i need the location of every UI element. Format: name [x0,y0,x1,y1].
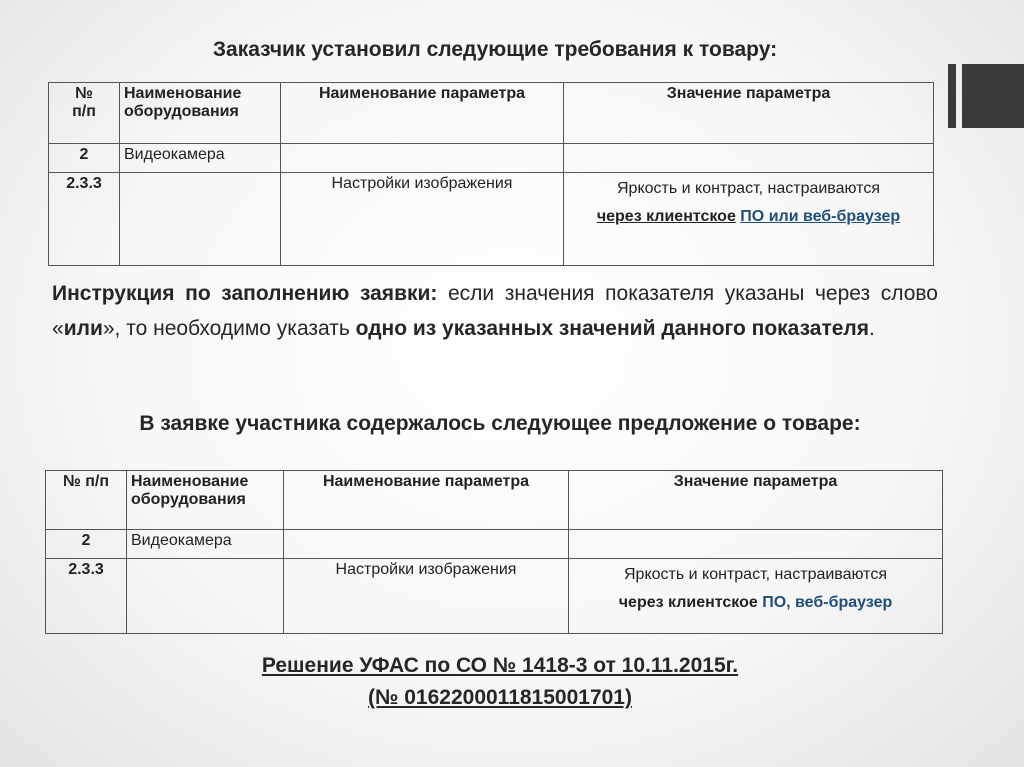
value-lead: Яркость и контраст, настраиваются [624,566,887,583]
header-num [49,83,120,144]
row-equipment [127,559,284,634]
header-equipment-text: Наименование оборудования [124,85,242,120]
value-lead: Яркость и контраст, настраиваются [617,180,880,197]
value-bold: через клиентское [618,594,758,611]
table-header-row [46,471,943,530]
table-header-row [49,83,934,144]
instruction-bold-tail: одно из указанных значений данного показателя [355,317,870,340]
instruction-text-1: если значения показателя указаны через слово « [52,282,938,340]
table-row [49,144,934,173]
row-equipment [120,173,281,266]
row-param: Настройки изображения [281,173,564,266]
table-row [46,530,943,559]
header-value: Значение параметра [569,471,943,530]
customer-requirements-heading: Заказчик установил следующие требования к товару: [212,38,778,61]
requirements-table [48,82,934,266]
instruction-label: Инструкция по заполнению заявки: [52,282,438,305]
row-num: 2 [46,530,127,559]
row-equipment: Видеокамера [120,144,281,173]
header-equipment [120,83,281,144]
header-num: № п/п [46,471,127,530]
header-value: Значение параметра [564,83,934,144]
header-param: Наименование параметра [284,471,569,530]
decision-line-2: (№ 0162200011815001701) [368,686,632,709]
header-param: Наименование параметра [281,83,564,144]
row-param [281,144,564,173]
instruction-or-word: или [63,317,103,340]
row-equipment: Видеокамера [127,530,284,559]
decorative-bar-wide [962,64,1024,128]
value-blue: ПО, веб-браузер [762,594,893,611]
row-value [569,530,943,559]
row-num: 2.3.3 [46,559,127,634]
decision-line-1: Решение УФАС по СО № 1418-3 от 10.11.2015г. [261,654,739,677]
row-value [564,144,934,173]
row-param [284,530,569,559]
row-num: 2.3.3 [49,173,120,266]
participant-offer-heading: В заявке участника содержалось следующее предложение о товаре: [139,412,861,435]
instruction-paragraph [52,276,938,346]
header-num-text: № п/п [72,85,96,120]
header-equipment [127,471,284,530]
row-value [569,559,943,634]
fas-decision-reference [100,650,900,714]
instruction-end: . [869,317,875,340]
row-value [564,173,934,266]
table-row [46,559,943,634]
row-num: 2 [49,144,120,173]
offer-table [45,470,943,634]
header-equipment-text: Наименование оборудования [131,473,249,508]
table-row [49,173,934,266]
row-param: Настройки изображения [284,559,569,634]
decorative-bar-thin [948,64,956,128]
value-blue: ПО или веб-браузер [740,208,901,225]
instruction-text-2: », то необходимо указать [102,317,356,340]
value-bold: через клиентское [596,208,736,225]
